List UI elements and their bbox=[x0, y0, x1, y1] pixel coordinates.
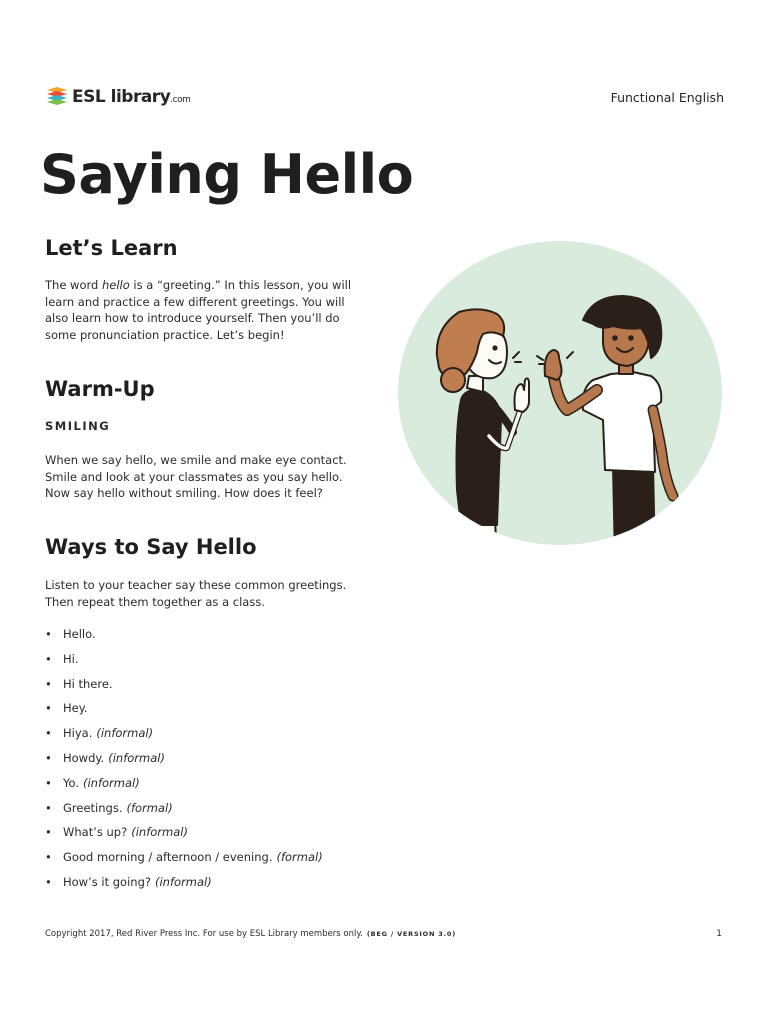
lets-learn-text-start: The word bbox=[45, 278, 102, 292]
logo-library: library bbox=[110, 87, 171, 107]
list-item bbox=[45, 750, 323, 775]
bullet: • bbox=[45, 850, 52, 865]
warm-up-heading: Warm-Up bbox=[45, 377, 155, 401]
warm-up-paragraph: When we say hello, we smile and make eye contact. Smile and look at your classmates as you say hello. Now say hello without smiling. How does it feel? bbox=[45, 453, 347, 500]
lets-learn-text-end: is a “greeting.” In this lesson, you will learn and practice a few different greetings. You will also learn how to introduce yourself. Then you’ll do some pronunciation practice. Let’s begin! bbox=[45, 278, 352, 342]
list-item bbox=[45, 626, 323, 651]
greetings-list bbox=[45, 626, 323, 899]
book-stack-icon bbox=[45, 86, 69, 108]
greeting-text: Hi. bbox=[63, 651, 79, 666]
greeting-text: Howdy. bbox=[63, 750, 105, 765]
bullet: • bbox=[45, 825, 52, 840]
warm-up-subheading: SMILING bbox=[45, 419, 111, 433]
list-item bbox=[45, 700, 323, 725]
greeting-text: Yo. bbox=[63, 775, 79, 790]
logo-esl: ESL bbox=[72, 87, 106, 107]
list-item bbox=[45, 849, 323, 874]
logo-com: .com bbox=[170, 95, 191, 105]
lets-learn-paragraph bbox=[45, 277, 365, 343]
bullet: • bbox=[45, 750, 52, 765]
greeting-text: Greetings. bbox=[63, 800, 123, 815]
greeting-text: Hello. bbox=[63, 627, 96, 641]
list-item bbox=[45, 676, 323, 701]
greeting-note: (informal) bbox=[83, 775, 140, 790]
page-title: Saying Hello bbox=[40, 143, 414, 206]
copyright-text: Copyright 2017, Red River Press Inc. For use by ESL Library members only. bbox=[45, 929, 363, 939]
list-item bbox=[45, 651, 323, 676]
bullet: • bbox=[45, 874, 52, 889]
footer-copyright bbox=[45, 929, 456, 939]
greeting-text: Hi there. bbox=[63, 676, 113, 691]
greeting-text: Good morning / afternoon / evening. bbox=[63, 850, 273, 865]
version-label: (BEG / VERSION 3.0) bbox=[366, 930, 456, 938]
bullet: • bbox=[45, 726, 52, 741]
bullet: • bbox=[45, 701, 52, 716]
greeting-text: Hiya. bbox=[63, 726, 93, 741]
list-item bbox=[45, 725, 323, 750]
bullet: • bbox=[45, 627, 52, 641]
logo-wordmark bbox=[72, 87, 190, 107]
greeting-text: How’s it going? bbox=[63, 874, 151, 889]
two-people-waving-illustration bbox=[397, 240, 723, 546]
list-item bbox=[45, 800, 323, 825]
greeting-note: (formal) bbox=[126, 800, 173, 815]
greeting-note: (informal) bbox=[108, 750, 165, 765]
category-label: Functional English bbox=[610, 90, 724, 105]
bullet: • bbox=[45, 651, 52, 666]
ways-intro: Listen to your teacher say these common greetings. Then repeat them together as a class. bbox=[45, 578, 347, 609]
greeting-text: What’s up? bbox=[63, 825, 128, 840]
bullet: • bbox=[45, 676, 52, 691]
lets-learn-heading: Let’s Learn bbox=[45, 236, 178, 260]
list-item bbox=[45, 824, 323, 849]
esl-library-logo bbox=[45, 85, 190, 109]
lets-learn-word: hello bbox=[101, 278, 130, 292]
ways-heading: Ways to Say Hello bbox=[45, 535, 257, 559]
bullet: • bbox=[45, 775, 52, 790]
greeting-note: (informal) bbox=[131, 825, 188, 840]
list-item bbox=[45, 775, 323, 800]
list-item bbox=[45, 874, 323, 899]
greeting-note: (formal) bbox=[276, 850, 323, 865]
page-number: 1 bbox=[716, 929, 722, 939]
bullet: • bbox=[45, 800, 52, 815]
greeting-note: (informal) bbox=[154, 874, 212, 889]
greeting-note: (informal) bbox=[96, 726, 154, 741]
greeting-text: Hey. bbox=[63, 701, 88, 716]
